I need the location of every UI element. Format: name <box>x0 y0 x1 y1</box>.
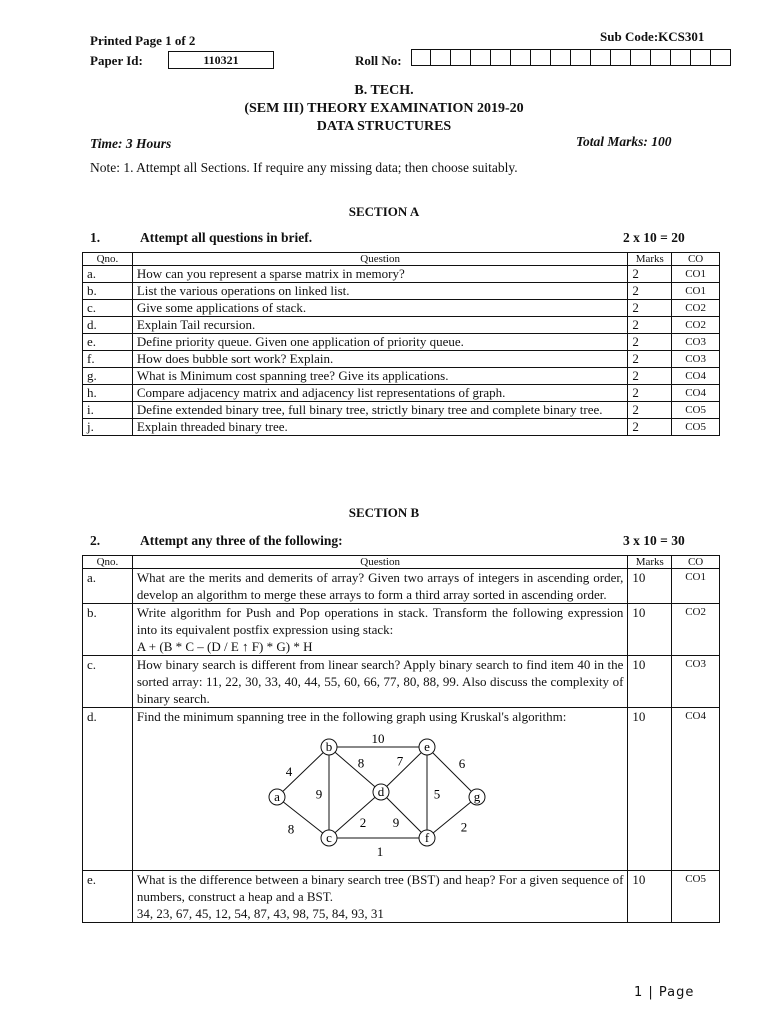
graph-edge-c-d <box>329 792 381 838</box>
question-text: Compare adjacency matrix and adjacency list representations of graph. <box>132 385 628 402</box>
graph-edge-b-d <box>329 747 381 792</box>
qno: b. <box>83 283 133 300</box>
graph-edge-weight: 10 <box>371 731 385 746</box>
question-2-number: 2. <box>90 533 101 548</box>
graph-node-label: c <box>325 830 332 845</box>
question-text: What are the merits and demerits of array? Given two arrays of integers in ascending order, develop an algorithm to merge these arrays to form a third array sorted in ascending order. <box>132 569 628 604</box>
graph-edge-weight: 2 <box>359 815 367 830</box>
marks: 10 <box>628 569 672 604</box>
qno: j. <box>83 419 133 436</box>
paper-id-value: 110321 <box>168 51 274 69</box>
graph-node-label: a <box>273 789 280 804</box>
co: CO3 <box>672 351 720 368</box>
graph-edge-a-c <box>277 797 329 838</box>
table-row <box>83 283 720 300</box>
graph-edge-weight: 1 <box>376 844 384 859</box>
marks: 2 <box>628 385 672 402</box>
marks: 2 <box>628 334 672 351</box>
co: CO5 <box>672 871 720 923</box>
printed-page-label: Printed Page 1 of 2 <box>90 33 196 48</box>
qno: a. <box>83 569 133 604</box>
co: CO4 <box>672 708 720 871</box>
graph-node-label: g <box>473 789 481 804</box>
marks: 2 <box>628 266 672 283</box>
table-header-row <box>83 556 720 569</box>
table-row <box>83 334 720 351</box>
marks: 2 <box>628 317 672 334</box>
question-text: What is Minimum cost spanning tree? Give its applications. <box>132 368 628 385</box>
table-row <box>83 351 720 368</box>
col-qno: Qno. <box>83 556 133 569</box>
marks: 10 <box>628 871 672 923</box>
co: CO3 <box>672 334 720 351</box>
qno: f. <box>83 351 133 368</box>
graph-edge-d-f <box>381 792 427 838</box>
number-sequence: 34, 23, 67, 45, 12, 54, 87, 43, 98, 75, 84, 93, 31 <box>136 906 384 921</box>
question-text: Find the minimum spanning tree in the following graph using Kruskal's algorithm: <box>136 709 567 724</box>
question-text: Define extended binary tree, full binary tree, strictly binary tree and complete binary tree. <box>132 402 628 419</box>
co: CO2 <box>672 317 720 334</box>
question-text: List the various operations on linked list. <box>132 283 628 300</box>
col-qno: Qno. <box>83 253 133 266</box>
co: CO3 <box>672 656 720 708</box>
paper-id-label: Paper Id: <box>90 53 143 68</box>
graph-edge-f-g <box>427 797 477 838</box>
section-a-table <box>82 252 720 436</box>
page-number: 1 | Page <box>634 985 695 1000</box>
qno: e. <box>83 334 133 351</box>
section-b-table <box>82 555 720 923</box>
question-1-marks: 2 x 10 = 20 <box>623 230 685 245</box>
co: CO5 <box>672 419 720 436</box>
graph-edge-weight: 5 <box>433 786 441 802</box>
col-marks: Marks <box>628 253 672 266</box>
graph-edge-weight: 8 <box>287 821 295 837</box>
question-2-instruction: Attempt any three of the following: <box>140 533 343 548</box>
question-1-number: 1. <box>90 230 101 245</box>
subject-code: Sub Code:KCS301 <box>600 29 705 44</box>
question-cell <box>132 604 628 656</box>
co: CO1 <box>672 569 720 604</box>
graph-edge-d-e <box>381 747 427 792</box>
question-1-instruction: Attempt all questions in brief. <box>140 230 313 245</box>
question-text: How binary search is different from linear search? Apply binary search to find item 40 in the sorted array: 11, 22, 30, 33, 40, 44, 55, 60, 66, 77, 80, 88, 99. Also discuss the complexity of binary search. <box>132 656 628 708</box>
col-co: CO <box>672 556 720 569</box>
co: CO2 <box>672 604 720 656</box>
marks: 10 <box>628 708 672 871</box>
question-text: Write algorithm for Push and Pop operations in stack. Transform the following expression into its equivalent postfix expression using stack: <box>136 605 624 637</box>
question-text: Define priority queue. Given one application of priority queue. <box>132 334 628 351</box>
co: CO4 <box>672 368 720 385</box>
co: CO4 <box>672 385 720 402</box>
question-text: How does bubble sort work? Explain. <box>132 351 628 368</box>
graph-node-label: e <box>423 739 430 754</box>
qno: i. <box>83 402 133 419</box>
question-cell <box>132 871 628 923</box>
section-a-heading: SECTION A <box>348 204 420 219</box>
roll-no-label: Roll No: <box>355 53 402 68</box>
marks: 2 <box>628 368 672 385</box>
exam-duration: Time: 3 Hours <box>90 136 172 151</box>
question-2-marks: 3 x 10 = 30 <box>623 533 685 548</box>
graph-node-label: f <box>424 830 430 845</box>
question-text: How can you represent a sparse matrix in memory? <box>132 266 628 283</box>
table-row <box>83 604 720 656</box>
course-title: B. TECH. <box>354 83 414 98</box>
table-row <box>83 656 720 708</box>
question-text: Give some applications of stack. <box>132 300 628 317</box>
table-row <box>83 419 720 436</box>
qno: b. <box>83 604 133 656</box>
qno: h. <box>83 385 133 402</box>
graph-edge-weight: 9 <box>315 786 323 802</box>
table-row <box>83 300 720 317</box>
question-text: Explain Tail recursion. <box>132 317 628 334</box>
marks: 2 <box>628 351 672 368</box>
exam-title: (SEM III) THEORY EXAMINATION 2019-20 <box>244 101 524 116</box>
question-text: What is the difference between a binary search tree (BST) and heap? For a given sequence of numbers, construct a heap and a BST. <box>136 872 624 904</box>
col-marks: Marks <box>628 556 672 569</box>
table-row <box>83 317 720 334</box>
marks: 2 <box>628 283 672 300</box>
postfix-expression: A + (B * C – (D / E ↑ F) * G) * H <box>136 639 313 654</box>
roll-no-boxes <box>411 49 731 67</box>
col-question: Question <box>132 556 628 569</box>
subject-title: DATA STRUCTURES <box>316 119 452 134</box>
total-marks: Total Marks: 100 <box>576 134 672 149</box>
qno: c. <box>83 656 133 708</box>
graph-edge-weight: 7 <box>396 753 404 769</box>
graph-edge-weight: 6 <box>458 756 466 771</box>
marks: 10 <box>628 604 672 656</box>
graph-edge-weight: 9 <box>392 815 400 830</box>
col-co: CO <box>672 253 720 266</box>
qno: d. <box>83 708 133 871</box>
table-row <box>83 402 720 419</box>
table-row <box>83 708 720 871</box>
table-row <box>83 368 720 385</box>
graph-edge-weight: 8 <box>357 755 365 771</box>
graph-edge-weight: 2 <box>460 819 468 835</box>
col-question: Question <box>132 253 628 266</box>
graph-edge-weight: 4 <box>285 764 293 779</box>
co: CO2 <box>672 300 720 317</box>
qno: c. <box>83 300 133 317</box>
table-row <box>83 871 720 923</box>
qno: e. <box>83 871 133 923</box>
section-b-heading: SECTION B <box>348 505 420 520</box>
qno: a. <box>83 266 133 283</box>
kruskal-graph <box>137 725 607 860</box>
table-header-row <box>83 253 720 266</box>
exam-note: Note: 1. Attempt all Sections. If require any missing data; then choose suitably. <box>90 160 518 175</box>
table-row <box>83 266 720 283</box>
table-row <box>83 569 720 604</box>
question-text: Explain threaded binary tree. <box>132 419 628 436</box>
qno: g. <box>83 368 133 385</box>
graph-node-label: d <box>377 784 385 799</box>
graph-node-label: b <box>325 739 333 754</box>
co: CO1 <box>672 266 720 283</box>
marks: 2 <box>628 402 672 419</box>
marks: 2 <box>628 419 672 436</box>
co: CO1 <box>672 283 720 300</box>
table-row <box>83 385 720 402</box>
marks: 2 <box>628 300 672 317</box>
co: CO5 <box>672 402 720 419</box>
question-cell <box>132 708 628 871</box>
qno: d. <box>83 317 133 334</box>
marks: 10 <box>628 656 672 708</box>
